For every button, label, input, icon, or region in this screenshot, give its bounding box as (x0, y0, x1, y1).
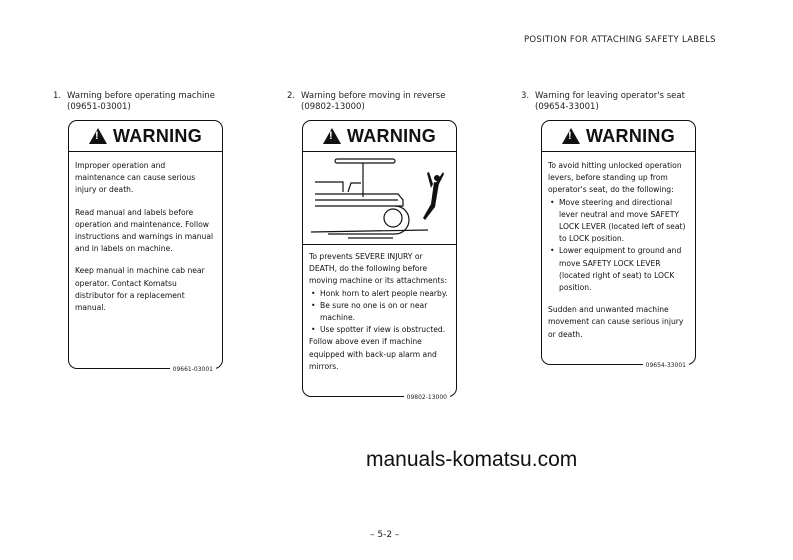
label-2-part-code: (09802-13000) (301, 102, 365, 112)
label-1-paragraph: Improper operation and maintenance can cause serious injury or death. (75, 161, 196, 195)
label-1-heading: WARNING (112, 125, 203, 146)
label-2-outro: Follow above even if machine equipped with back-up alarm and mirrors. (309, 337, 437, 371)
label-2-body (303, 245, 456, 373)
page-number: – 5-2 – (370, 530, 400, 540)
label-2-bullet-list (309, 288, 450, 337)
label-1-paragraph: Keep manual in machine cab near operator. Contact Komatsu distributor for a replacement manual. (75, 266, 205, 313)
label-3-footer-code: 09654-33001 (643, 362, 689, 369)
label-3-heading: WARNING (585, 125, 676, 146)
label-3-caption-text: Warning for leaving operator's seat (535, 91, 685, 101)
label-2-bullet: • Use spotter if view is obstructed. (309, 324, 450, 336)
page-header-title: POSITION FOR ATTACHING SAFETY LABELS (524, 35, 716, 45)
label-2-bullet: • Honk horn to alert people nearby. (309, 288, 450, 300)
label-3-intro: To avoid hitting unlocked operation levers, before standing up from operator's seat, do the following: (548, 161, 682, 195)
label-2-footer-code: 09802-13000 (404, 394, 450, 401)
label-2-caption (287, 91, 445, 113)
label-1-caption (53, 91, 215, 113)
warning-triangle-icon (323, 128, 341, 144)
label-3-number: 3. (521, 91, 530, 101)
safety-label-3 (541, 120, 696, 369)
label-2-bullet: • Be sure no one is on or near machine. (309, 300, 450, 324)
label-1-caption-text: Warning before operating machine (67, 91, 215, 101)
label-2-caption-text: Warning before moving in reverse (301, 91, 446, 101)
warning-triangle-icon (562, 128, 580, 144)
machine-reversing-icon (303, 152, 456, 244)
label-1-footer-code: 09661-03001 (170, 366, 216, 373)
label-1-header (69, 121, 222, 152)
label-2-intro: To prevents SEVERE INJURY or DEATH, do the following before moving machine or its attachments: (309, 252, 448, 286)
label-2-header (303, 121, 456, 152)
machine-reversing-illustration (303, 152, 456, 245)
warning-triangle-icon (89, 128, 107, 144)
label-1-paragraph: Read manual and labels before operation and maintenance. Follow instructions and warnings in manual and in labels on machine. (75, 207, 214, 254)
safety-label-2 (302, 120, 457, 401)
label-2-heading: WARNING (346, 125, 437, 146)
safety-label-1 (68, 120, 223, 373)
label-3-bullet: • Move steering and directional lever neutral and move SAFETY LOCK LEVER (located left of seat) to LOCK position. (548, 197, 689, 246)
label-1-part-code: (09651-03001) (67, 102, 131, 112)
watermark-text: manuals-komatsu.com (366, 448, 578, 471)
label-3-outro: Sudden and unwanted machine movement can cause serious injury or death. (548, 305, 684, 339)
label-3-bullet-list (548, 197, 689, 295)
label-1-body (69, 152, 222, 314)
label-3-caption (521, 91, 685, 113)
label-1-number: 1. (53, 91, 62, 101)
label-3-bullet: • Lower equipment to ground and move SAFETY LOCK LEVER (located right of seat) to LOCK position. (548, 245, 689, 294)
label-3-header (542, 121, 695, 152)
label-3-part-code: (09654-33001) (535, 102, 599, 112)
label-3-body (542, 152, 695, 341)
label-2-number: 2. (287, 91, 296, 101)
